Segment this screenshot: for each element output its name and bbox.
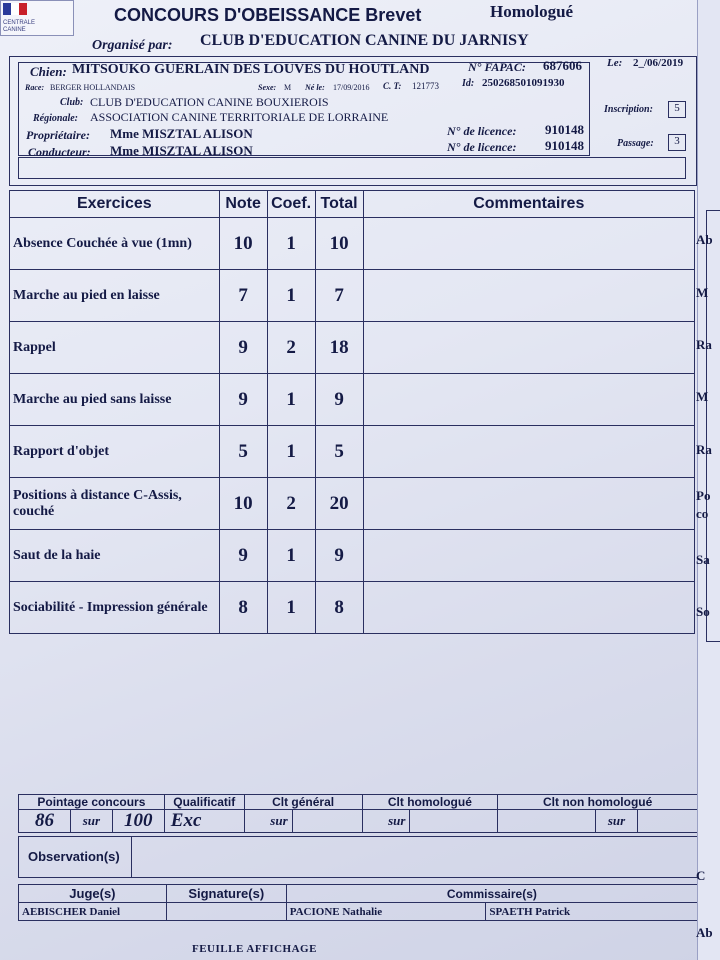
pointage-sur: sur [70, 810, 112, 833]
adjacent-table-edge [706, 210, 720, 642]
exercise-name: Saut de la haie [10, 530, 220, 582]
juge-name: AEBISCHER Daniel [19, 903, 167, 921]
exercise-comment [363, 478, 694, 530]
exercise-total: 9 [315, 530, 363, 582]
clt-homologue-sur: sur [362, 810, 410, 833]
adjacent-row-label: C [696, 868, 706, 883]
exercise-note: 9 [219, 374, 267, 426]
exercise-comment [363, 426, 694, 478]
licence1-label: N° de licence: [447, 124, 517, 138]
inscription-value: 5 [668, 101, 686, 118]
header-coef: Coef. [267, 191, 315, 218]
regionale-value: ASSOCIATION CANINE TERRITORIALE DE LORRAINE [90, 110, 389, 124]
exercise-note: 5 [219, 426, 267, 478]
observation-label: Observation(s) [28, 849, 120, 864]
fapac-label: N° FAPAC: [468, 60, 526, 74]
pointage-label: Pointage concours [19, 795, 165, 810]
table-row [10, 374, 695, 426]
table-row [10, 478, 695, 530]
exercise-coef: 1 [267, 218, 315, 270]
logo-text-line2: CANINE [3, 27, 26, 33]
table-header-row [10, 191, 695, 218]
clt-homologue-value [410, 810, 498, 833]
header-exercices: Exercices [10, 191, 220, 218]
exercise-total: 10 [315, 218, 363, 270]
clt-non-homologue-label: Clt non homologué [498, 795, 698, 810]
licence2-value: 910148 [545, 138, 584, 153]
licence1-value: 910148 [545, 122, 584, 137]
adjacent-row-label: Ab [696, 925, 713, 940]
exercise-name: Rapport d'objet [10, 426, 220, 478]
exercise-comment [363, 218, 694, 270]
adjacent-row-label: Po [696, 488, 711, 503]
licence2-label: N° de licence: [447, 140, 517, 154]
exercise-note: 7 [219, 270, 267, 322]
exercise-total: 20 [315, 478, 363, 530]
adjacent-row-label: Sa [696, 552, 710, 567]
exercise-coef: 1 [267, 270, 315, 322]
organizer-name: CLUB D'EDUCATION CANINE DU JARNISY [200, 32, 529, 49]
table-row [10, 582, 695, 634]
exercise-total: 7 [315, 270, 363, 322]
footer-label: FEUILLE AFFICHAGE [192, 943, 317, 955]
pointage-value: 86 [19, 810, 71, 833]
clt-general-value [292, 810, 362, 833]
clt-non-homologue-rank [498, 810, 596, 833]
signature-cell [166, 903, 286, 921]
commissaires-label: Commissaire(s) [286, 885, 697, 903]
exercise-comment [363, 530, 694, 582]
exercise-note: 9 [219, 530, 267, 582]
header-commentaires: Commentaires [363, 191, 694, 218]
header-total: Total [315, 191, 363, 218]
exercise-coef: 1 [267, 582, 315, 634]
exercise-name: Absence Couchée à vue (1mn) [10, 218, 220, 270]
date-value: 2_/06/2019 [633, 57, 684, 69]
exercise-total: 18 [315, 322, 363, 374]
exercise-coef: 2 [267, 478, 315, 530]
inscription-label: Inscription: [604, 104, 653, 115]
logo-text-line1: CENTRALE [3, 20, 36, 26]
adjacent-row-label: Ra [696, 442, 712, 457]
exercise-coef: 1 [267, 374, 315, 426]
table-row [10, 530, 695, 582]
results-table [18, 794, 698, 833]
header-note: Note [219, 191, 267, 218]
adjacent-row-label: M [696, 285, 709, 300]
ct-label: C. T: [383, 81, 402, 91]
passage-value: 3 [668, 134, 686, 151]
exercise-total: 5 [315, 426, 363, 478]
exercise-name: Marche au pied en laisse [10, 270, 220, 322]
ne-label: Né le: [305, 83, 325, 92]
exercise-note: 10 [219, 478, 267, 530]
club-value: CLUB D'EDUCATION CANINE BOUXIEROIS [90, 95, 329, 109]
clt-general-label: Clt général [244, 795, 362, 810]
exercise-name: Rappel [10, 322, 220, 374]
exercise-coef: 1 [267, 530, 315, 582]
exercise-comment [363, 322, 694, 374]
pointage-max: 100 [112, 810, 164, 833]
exercise-note: 8 [219, 582, 267, 634]
clt-non-homologue-value [638, 810, 698, 833]
juges-label: Juge(s) [19, 885, 167, 903]
exercise-coef: 1 [267, 426, 315, 478]
race-label: Race: [25, 83, 45, 92]
conducteur-label: Conducteur: [28, 145, 91, 159]
id-label: Id: [462, 78, 475, 89]
adjacent-row-label: Ab [696, 232, 713, 247]
table-row [10, 426, 695, 478]
ct-value: 121773 [412, 81, 439, 91]
adjacent-row-label: co [696, 506, 709, 521]
exercise-note: 9 [219, 322, 267, 374]
chien-value: MITSOUKO GUERLAIN DES LOUVES DU HOUTLAND [72, 62, 430, 77]
organizer-label: Organisé par: [92, 38, 173, 53]
fapac-value: 687606 [543, 58, 582, 73]
exercise-coef: 2 [267, 322, 315, 374]
exercise-total: 8 [315, 582, 363, 634]
exercise-comment [363, 582, 694, 634]
clt-non-homologue-sur: sur [596, 810, 638, 833]
exercise-name: Marche au pied sans laisse [10, 374, 220, 426]
adjacent-row-label: Ra [696, 337, 712, 352]
regionale-label: Régionale: [33, 113, 78, 124]
exercise-total: 9 [315, 374, 363, 426]
proprietaire-value: Mme MISZTAL ALISON [110, 126, 253, 141]
exercise-comment [363, 374, 694, 426]
sexe-value: M [284, 83, 292, 92]
proprietaire-label: Propriétaire: [26, 128, 90, 142]
id-value: 250268501091930 [482, 77, 565, 89]
signatures-label: Signature(s) [166, 885, 286, 903]
passage-label: Passage: [617, 138, 654, 149]
commissaire-1-name: PACIONE Nathalie [286, 903, 486, 921]
adjacent-row-label: M [696, 389, 709, 404]
table-row [10, 218, 695, 270]
exercises-table [9, 190, 695, 634]
commissaire-2-name: SPAETH Patrick [486, 903, 698, 921]
page-title: CONCOURS D'OBEISSANCE Brevet [114, 5, 422, 25]
club-label: Club: [60, 97, 84, 108]
conducteur-value: Mme MISZTAL ALISON [110, 143, 253, 158]
exercise-name: Sociabilité - Impression générale [10, 582, 220, 634]
table-row [10, 322, 695, 374]
date-label: Le: [607, 57, 623, 69]
qualificatif-label: Qualificatif [164, 795, 244, 810]
qualificatif-value: Exc [164, 810, 244, 833]
status-label: Homologué [490, 2, 574, 21]
exercise-comment [363, 270, 694, 322]
chien-label: Chien: [30, 64, 67, 79]
club-logo [0, 0, 74, 36]
clt-homologue-label: Clt homologué [362, 795, 498, 810]
adjacent-row-label: So [696, 604, 710, 619]
dog-extra-box [18, 157, 686, 179]
exercise-note: 10 [219, 218, 267, 270]
clt-general-sur: sur [244, 810, 292, 833]
flag-icon [3, 3, 27, 15]
race-value: BERGER HOLLANDAIS [50, 83, 136, 92]
ne-value: 17/09/2016 [333, 83, 370, 92]
table-row [10, 270, 695, 322]
exercise-name: Positions à distance C-Assis, couché [10, 478, 220, 530]
sexe-label: Sexe: [258, 83, 277, 92]
signatures-table [18, 884, 698, 921]
